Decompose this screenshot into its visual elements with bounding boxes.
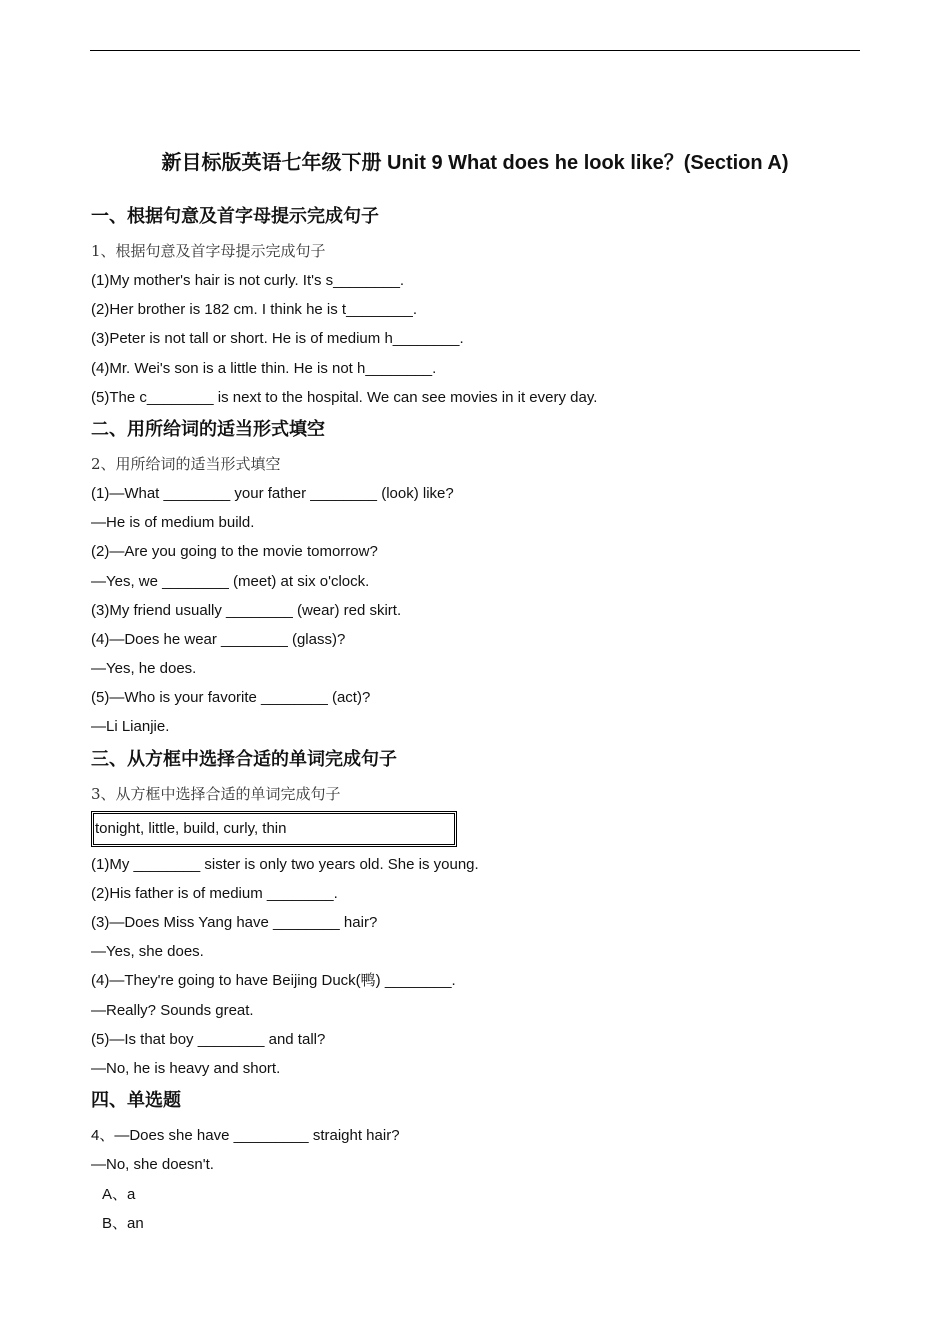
- word-bank-box: tonight, little, build, curly, thin: [91, 811, 457, 847]
- document-body: [91, 199, 861, 1238]
- answer-option-a[interactable]: A、a: [102, 1185, 136, 1203]
- question-stem: 1、根据句意及首字母提示完成句子: [91, 242, 326, 260]
- question-line: (5)—Is that boy ________ and tall?: [91, 1030, 326, 1048]
- question-line: (2)—Are you going to the movie tomorrow?: [91, 543, 378, 561]
- header-rule: [90, 50, 860, 51]
- question-stem: 3、从方框中选择合适的单词完成句子: [91, 784, 341, 803]
- question-line: —No, he is heavy and short.: [91, 1059, 281, 1077]
- question-line: (4)—They're going to have Beijing Duck(鸭) ________.: [91, 972, 456, 990]
- question-line: —Yes, she does.: [91, 943, 204, 961]
- question-line: (1)—What ________ your father ________ (look) like?: [91, 484, 454, 502]
- question-line: —Yes, he does.: [91, 660, 197, 678]
- question-line: (1)My mother's hair is not curly. It's s________.: [91, 272, 405, 289]
- question-line: (5)The c________ is next to the hospital. We can see movies in it every day.: [91, 388, 598, 406]
- section-heading: 三、从方框中选择合适的单词完成句子: [91, 748, 397, 769]
- question-stem: 4、—Does she have _________ straight hair?: [91, 1127, 400, 1145]
- question-line: (4)Mr. Wei's son is a little thin. He is not h________.: [91, 359, 437, 377]
- section-3: [91, 742, 861, 1084]
- question-stem: 2、用所给词的适当形式填空: [91, 454, 281, 473]
- question-line: (2)Her brother is 182 cm. I think he is t________.: [91, 301, 418, 319]
- document-title: 新目标版英语七年级下册 Unit 9 What does he look like？(Section A): [161, 152, 789, 174]
- question-line: (1)My ________ sister is only two years old. She is young.: [91, 855, 479, 873]
- question-line: —No, she doesn't.: [91, 1156, 214, 1174]
- question-line: (3)My friend usually ________ (wear) red skirt.: [91, 601, 402, 619]
- question-line: (3)—Does Miss Yang have ________ hair?: [91, 914, 378, 931]
- section-1: [91, 199, 861, 412]
- answer-option-b[interactable]: B、an: [102, 1214, 144, 1232]
- question-line: (5)—Who is your favorite ________ (act)?: [91, 689, 371, 707]
- question-line: (4)—Does he wear ________ (glass)?: [91, 630, 346, 648]
- question-line: (3)Peter is not tall or short. He is of medium h________.: [91, 330, 464, 348]
- question-line: —He is of medium build.: [91, 514, 255, 532]
- section-4: [91, 1083, 861, 1238]
- question-line: (2)His father is of medium ________.: [91, 884, 338, 902]
- question-line: —Yes, we ________ (meet) at six o'clock.: [91, 572, 370, 590]
- section-heading: 二、用所给词的适当形式填空: [91, 418, 325, 439]
- section-2: [91, 412, 861, 742]
- section-heading: 四、单选题: [91, 1090, 181, 1111]
- question-line: —Really? Sounds great.: [91, 1001, 254, 1019]
- section-heading: 一、根据句意及首字母提示完成句子: [91, 206, 379, 226]
- question-line: —Li Lianjie.: [91, 718, 170, 736]
